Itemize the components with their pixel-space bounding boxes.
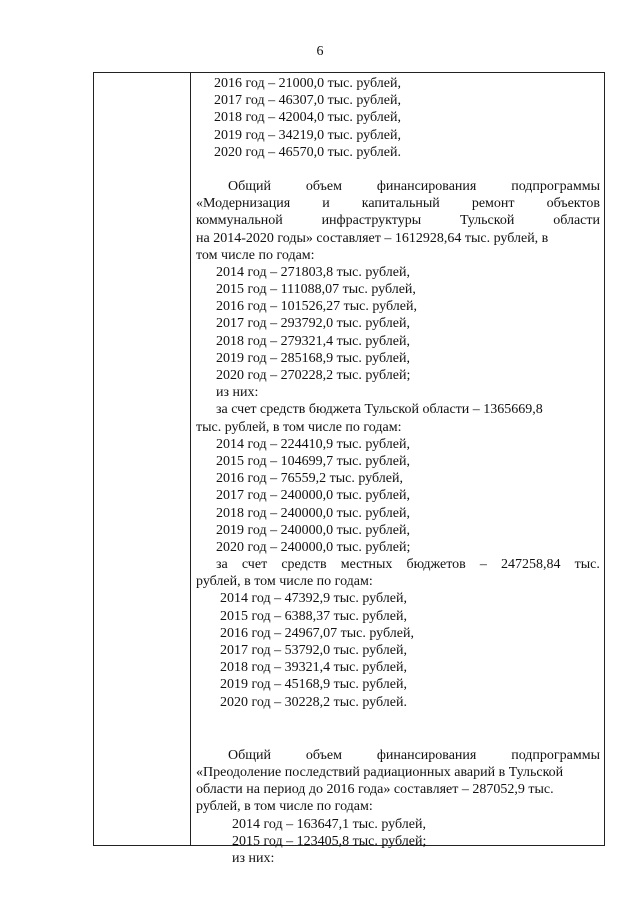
year-line: 2014 год – 224410,9 тыс. рублей, [216,436,410,452]
year-line: 2020 год – 240000,0 тыс. рублей; [216,539,411,555]
paragraph-line: рублей, в том числе по годам: [196,574,373,590]
paragraph-line: «Преодоление последствий радиационных аварий в Тульской [196,764,564,780]
year-line: 2020 год – 46570,0 тыс. рублей. [214,144,401,160]
year-line: 2020 год – 270228,2 тыс. рублей; [216,368,411,383]
year-line: 2014 год – 271803,8 тыс. рублей, [216,264,410,280]
year-line: 2017 год – 293792,0 тыс. рублей, [216,316,410,332]
year-line: 2016 год – 24967,07 тыс. рублей, [220,625,414,641]
year-line: 2019 год – 45168,9 тыс. рублей, [220,677,407,693]
year-line: 2017 год – 53792,0 тыс. рублей, [220,643,407,658]
paragraph-line: за счет средств местных бюджетов – 247258,84 тыс. [216,557,600,573]
year-line: 2018 год – 240000,0 тыс. рублей, [216,505,410,521]
year-line: 2019 год – 240000,0 тыс. рублей, [216,522,410,538]
year-line: 2018 год – 39321,4 тыс. рублей, [220,660,407,676]
of-which-label: из них: [232,850,275,866]
year-line: 2018 год – 279321,4 тыс. рублей, [216,333,410,349]
paragraph-line: «Модернизация и капитальный ремонт объектов [196,196,600,212]
year-line: 2015 год – 104699,7 тыс. рублей, [216,453,410,469]
year-line: 2019 год – 34219,0 тыс. рублей, [214,127,401,143]
paragraph-line: на 2014-2020 годы» составляет – 1612928,64 тыс. рублей, в [196,230,549,246]
year-line: 2017 год – 240000,0 тыс. рублей, [216,488,410,504]
paragraph-line: тыс. рублей, в том числе по годам: [196,419,402,435]
year-line: 2015 год – 6388,37 тыс. рублей, [220,608,407,624]
year-line: 2020 год – 30228,2 тыс. рублей. [220,694,407,710]
paragraph-line: коммунальной инфраструктуры Тульской области [196,213,600,229]
paragraph-line: Общий объем финансирования подпрограммы [228,747,600,763]
year-line: 2016 год – 76559,2 тыс. рублей, [216,471,403,487]
paragraph-line: Общий объем финансирования подпрограммы [228,178,600,194]
of-which-label: из них: [216,385,259,401]
table-right-cell [196,75,600,867]
year-line: 2014 год – 47392,9 тыс. рублей, [220,591,407,607]
year-line: 2015 год – 111088,07 тыс. рублей, [216,282,416,298]
year-line: 2015 год – 123405,8 тыс. рублей; [232,833,427,849]
paragraph-line: области на период до 2016 года» составляет – 287052,9 тыс. [196,782,554,798]
year-line: 2017 год – 46307,0 тыс. рублей, [214,93,401,109]
year-line: 2016 год – 21000,0 тыс. рублей, [214,76,401,91]
paragraph-line: том числе по годам: [196,247,315,263]
paragraph-line: за счет средств бюджета Тульской области – 1365669,8 [216,402,543,418]
year-line: 2019 год – 285168,9 тыс. рублей, [216,350,410,366]
year-line: 2014 год – 163647,1 тыс. рублей, [232,816,426,832]
paragraph-line: рублей, в том числе по годам: [196,799,373,815]
year-line: 2018 год – 42004,0 тыс. рублей, [214,110,401,126]
page-number: 6 [316,44,324,59]
table-column-divider [190,72,191,846]
year-line: 2016 год – 101526,27 тыс. рублей, [216,299,417,315]
